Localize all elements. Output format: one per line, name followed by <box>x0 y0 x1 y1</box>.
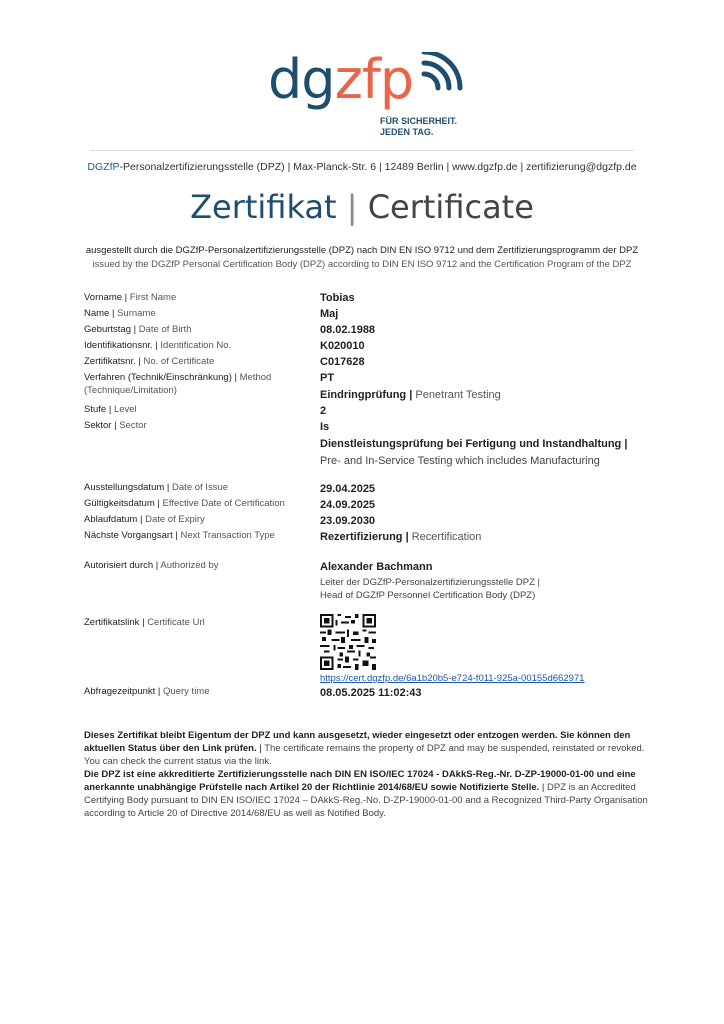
contact-details: -Personalzertifizierungsstelle (DPZ) | Max-Planck-Str. 6 | 12489 Berlin | www.dgzfp.de | zertifizierung@dgzfp.de <box>119 161 637 173</box>
label-method: Verfahren (Technik/Einschränkung) | Method (Technique/Limitation) <box>84 372 272 396</box>
signal-waves-icon <box>414 52 484 112</box>
label-en: Query time <box>163 686 210 697</box>
label-de: Identifikationsnr. <box>84 340 153 351</box>
label-en: Level <box>113 404 137 415</box>
label-en: Next Transaction Type <box>180 530 275 541</box>
value-de: Eindringprüfung <box>320 389 407 401</box>
label-de: Vorname <box>84 292 123 303</box>
label-de: Name <box>84 308 110 319</box>
label-authorized: Autorisiert durch | Authorized by <box>84 560 219 571</box>
value-surname: Maj <box>320 308 339 320</box>
label-de: Autorisiert durch <box>84 560 154 571</box>
value-next-type: Rezertifizierung | Recertification <box>320 531 482 543</box>
logo-wordmark <box>268 50 413 110</box>
label-de: Abfragezeitpunkt <box>84 686 156 697</box>
label-de: Nächste Vorgangsart <box>84 530 173 541</box>
title-en: Certificate <box>367 188 534 226</box>
label-en-2: (Technique/Limitation) <box>84 385 177 396</box>
label-en: Date of Expiry <box>145 514 205 525</box>
issued-by-en: issued by the DGZfP Personal Certification Body (DPZ) according to DIN EN ISO 9712 and the Certification Program of the DPZ <box>92 259 632 270</box>
value-expiry-date: 23.09.2030 <box>320 515 376 527</box>
footer-paragraph-accreditation: Die DPZ ist eine akkreditierte Zertifizierungsstelle nach DIN EN ISO/IEC 17024 - DAkkS-Reg.-Nr. D-ZP-19000-01-00 und eine anerkannte unabhängige Prüfstelle nach Artikel 20 der Richtlinie 2014/68/EU sowie Notifizierte Stelle. | DPZ is an Accredited Certifying Body pursuant to DIN EN ISO/IEC 17024 – DAkkS-Reg.-No. D-ZP-19000-01-00 and a Recognized Third-Party Organisation according to Article 20 of Directive 2014/68/EU as well as Notified Body. <box>84 769 648 819</box>
value-method: PT <box>320 372 335 384</box>
value-en: Recertification <box>411 531 482 543</box>
label-de: Zertifikatsnr. <box>84 356 136 367</box>
label-valid-date: Gültigkeitsdatum | Effective Date of Certification <box>84 498 285 509</box>
label-expiry-date: Ablaufdatum | Date of Expiry <box>84 514 205 525</box>
value-authorized-name: Alexander Bachmann <box>320 561 433 573</box>
value-sector-desc-en: Pre- and In-Service Testing which includes Manufacturing <box>320 455 600 467</box>
footer-status-en: The certificate remains the property of DPZ and may be suspended, reinstated or revoked. You can check the current status via the link. <box>84 743 645 767</box>
label-en: Effective Date of Certification <box>162 498 285 509</box>
certificate-url-link[interactable]: https://cert.dgzfp.de/6a1b20b5-e724-f011-925a-00155d662971 <box>320 673 585 684</box>
header-divider <box>90 150 634 151</box>
label-en: No. of Certificate <box>143 356 215 367</box>
value-authorized-role-en: Head of DGZfP Personnel Certification Body (DPZ) <box>320 590 536 601</box>
label-de: Gültigkeitsdatum <box>84 498 155 509</box>
value-id-no: K020010 <box>320 340 365 352</box>
qr-code-icon[interactable] <box>320 614 376 670</box>
label-en: Authorized by <box>160 560 219 571</box>
footer-accreditation-en: DPZ is an Accredited Certifying Body pursuant to DIN EN ISO/IEC 17024 – DAkkS-Reg.-No. D-ZP-19000-01-00 and a Recognized Third-Party Organisation according to Article 20 of Directive 2014/68/EU as well as Notified Body. <box>84 782 648 819</box>
label-de: Stufe <box>84 404 107 415</box>
label-en: First Name <box>129 292 177 303</box>
logo-tagline <box>380 116 457 138</box>
label-sector: Sektor | Sector <box>84 420 147 431</box>
footer-paragraph-status: Dieses Zertifikat bleibt Eigentum der DPZ und kann ausgesetzt, wieder eingesetzt oder entzogen werden. Sie können den aktuellen Status über den Link prüfen. | The certificate remains the property of DPZ and may be suspended, reinstated or revoked. You can check the current status via the link. <box>84 730 645 767</box>
label-de: Ablaufdatum <box>84 514 138 525</box>
value-query-time: 08.05.2025 11:02:43 <box>320 687 422 699</box>
label-cert-link: Zertifikatslink | Certificate Url <box>84 617 205 628</box>
label-id-no: Identifikationsnr. | Identification No. <box>84 340 232 351</box>
page-title <box>0 188 724 226</box>
value-valid-date: 24.09.2025 <box>320 499 376 511</box>
value-authorized-role-de: Leiter der DGZfP-Personalzertifizierungsstelle DPZ | <box>320 577 540 588</box>
label-dob: Geburtstag | Date of Birth <box>84 324 192 335</box>
value-first-name: Tobias <box>320 292 355 304</box>
value-en: Penetrant Testing <box>415 389 501 401</box>
footer-accreditation-de: Die DPZ ist eine akkreditierte Zertifizierungsstelle nach DIN EN ISO/IEC 17024 - DAkkS-Reg.-Nr. D-ZP-19000-01-00 und eine anerkannte unabhängige Prüfstelle nach Artikel 20 der Richtlinie 2014/68/EU sowie Notifizierte Stelle. <box>84 769 636 793</box>
value-dob: 08.02.1988 <box>320 324 376 336</box>
value-de: Rezertifizierung <box>320 531 403 543</box>
value-level: 2 <box>320 405 327 417</box>
label-level: Stufe | Level <box>84 404 137 415</box>
label-cert-no: Zertifikatsnr. | No. of Certificate <box>84 356 215 367</box>
label-first-name: Vorname | First Name <box>84 292 177 303</box>
logo-zfp: zfp <box>334 48 414 111</box>
label-issue-date: Ausstellungsdatum | Date of Issue <box>84 482 229 493</box>
footer-status-de: Dieses Zertifikat bleibt Eigentum der DPZ und kann ausgesetzt, wieder eingesetzt oder entzogen werden. Sie können den aktuellen Status über den Link prüfen. <box>84 730 631 754</box>
label-en: Surname <box>117 308 156 319</box>
title-de: Zertifikat <box>190 188 337 226</box>
contact-line <box>0 161 724 173</box>
value-sector-desc-de: Dienstleistungsprüfung bei Fertigung und Instandhaltung | <box>320 438 628 450</box>
contact-brand: DGZfP <box>87 161 120 173</box>
label-en: Date of Issue <box>172 482 229 493</box>
value-cert-no: C017628 <box>320 356 365 368</box>
issued-by-de: ausgestellt durch die DGZfP-Personalzertifizierungsstelle (DPZ) nach DIN EN ISO 9712 und dem Zertifizierungsprogramm der DPZ <box>85 245 639 256</box>
label-de: Sektor <box>84 420 112 431</box>
label-de: Zertifikatslink <box>84 617 140 628</box>
title-separator: | <box>346 188 358 226</box>
value-issue-date: 29.04.2025 <box>320 483 376 495</box>
logo-tagline-2: JEDEN TAG. <box>380 127 434 137</box>
label-de: Geburtstag <box>84 324 131 335</box>
dgzfp-logo <box>268 50 478 145</box>
logo-dg: dg <box>268 48 335 111</box>
label-next-type: Nächste Vorgangsart | Next Transaction Type <box>84 530 275 541</box>
value-method-desc: Eindringprüfung | Penetrant Testing <box>320 389 501 401</box>
label-en: Date of Birth <box>138 324 192 335</box>
label-en: Certificate Url <box>147 617 205 628</box>
label-de: Ausstellungsdatum <box>84 482 165 493</box>
label-surname: Name | Surname <box>84 308 156 319</box>
label-en: Sector <box>119 420 147 431</box>
logo-tagline-1: FÜR SICHERHEIT. <box>380 116 458 126</box>
label-de: Verfahren (Technik/Einschränkung) <box>84 372 232 383</box>
label-en: Identification No. <box>160 340 232 351</box>
issued-by <box>0 244 724 272</box>
label-query-time: Abfragezeitpunkt | Query time <box>84 686 210 697</box>
label-en: Method <box>239 372 272 383</box>
value-sector: Is <box>320 421 330 433</box>
